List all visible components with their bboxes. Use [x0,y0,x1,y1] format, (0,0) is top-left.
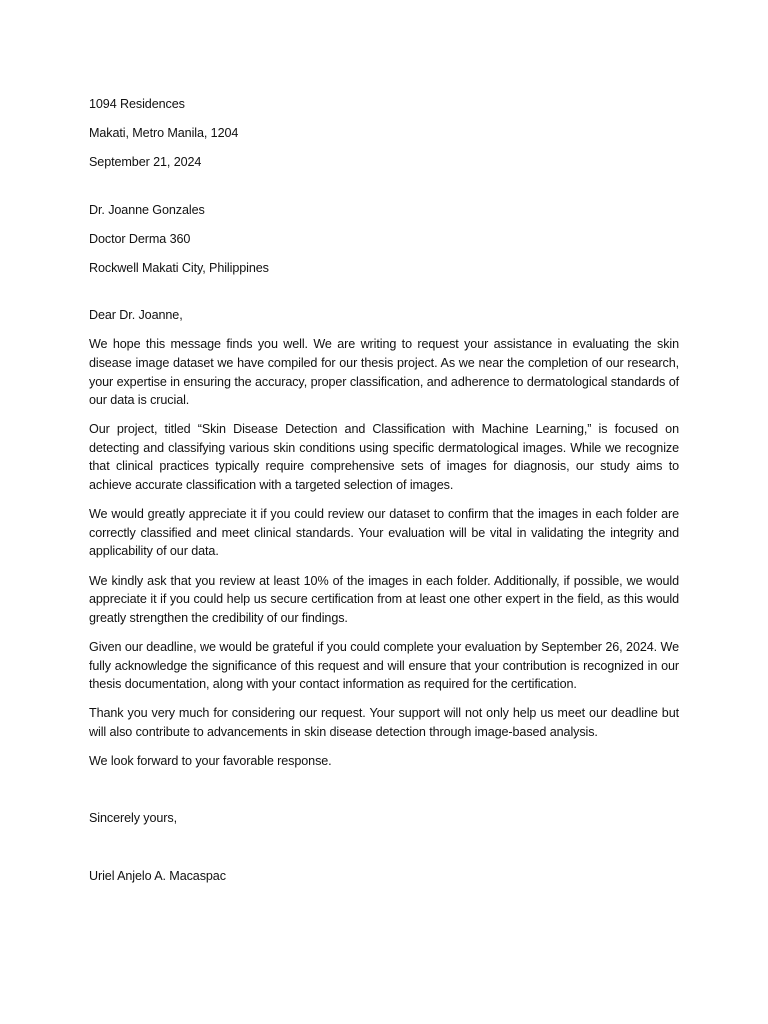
signature-name: Uriel Anjelo A. Macaspac [89,868,226,883]
body-paragraph-7: We look forward to your favorable response. [89,754,332,769]
body-paragraph-1: We hope this message finds you well. We are writing to request your assistance in evaluating the skin disease image dataset we have compiled for our thesis project. As we near the completion of our research, your expertise in ensuring the accuracy, proper classification, and adherence to dermatological standards of our data is crucial. [89,337,679,408]
sender-city: Makati, Metro Manila, 1204 [89,126,239,141]
body-paragraph-3: We would greatly appreciate it if you could review our dataset to confirm that the images in each folder are correctly classified and meet clinical standards. Your evaluation will be vital in validating the integrity and applicability of our data. [89,507,679,559]
body-paragraph-2: Our project, titled “Skin Disease Detection and Classification with Machine Learning,” is focused on detecting and classifying various skin conditions using specific dermatological images. While we recognize that clinical practices typically require comprehensive sets of images for diagnosis, our study aims to achieve accurate classification with a targeted selection of images. [89,422,679,493]
spacer [89,288,679,306]
body-paragraph-4: We kindly ask that you review at least 10% of the images in each folder. Additionally, if possible, we would appreciate it if you could help us secure certification from at least one other expert in the field, as this would greatly strengthen the credibility of our findings. [89,573,679,625]
spacer [89,183,679,201]
spacer [89,781,679,809]
recipient-address: Rockwell Makati City, Philippines [89,260,269,275]
recipient-address-block [89,201,679,278]
recipient-organization: Doctor Derma 360 [89,231,191,246]
body-paragraph-6: Thank you very much for considering our request. Your support will not only help us meet our deadline but will also contribute to advancements in skin disease detection through image-based analysis. [89,706,679,739]
letter [89,95,679,896]
recipient-name: Dr. Joanne Gonzales [89,202,205,217]
letter-date: September 21, 2024 [89,155,202,170]
spacer [89,839,679,867]
letter-body [89,335,679,770]
closing: Sincerely yours, [89,811,177,826]
sender-street: 1094 Residences [89,97,185,111]
body-paragraph-5: Given our deadline, we would be grateful if you could complete your evaluation by September 26, 2024. We fully acknowledge the significance of this request and will ensure that your contribution is recognized in our thesis documentation, along with your contact information as required for the certification. [89,640,679,692]
salutation: Dear Dr. Joanne, [89,308,183,323]
sender-address-block [89,95,679,172]
